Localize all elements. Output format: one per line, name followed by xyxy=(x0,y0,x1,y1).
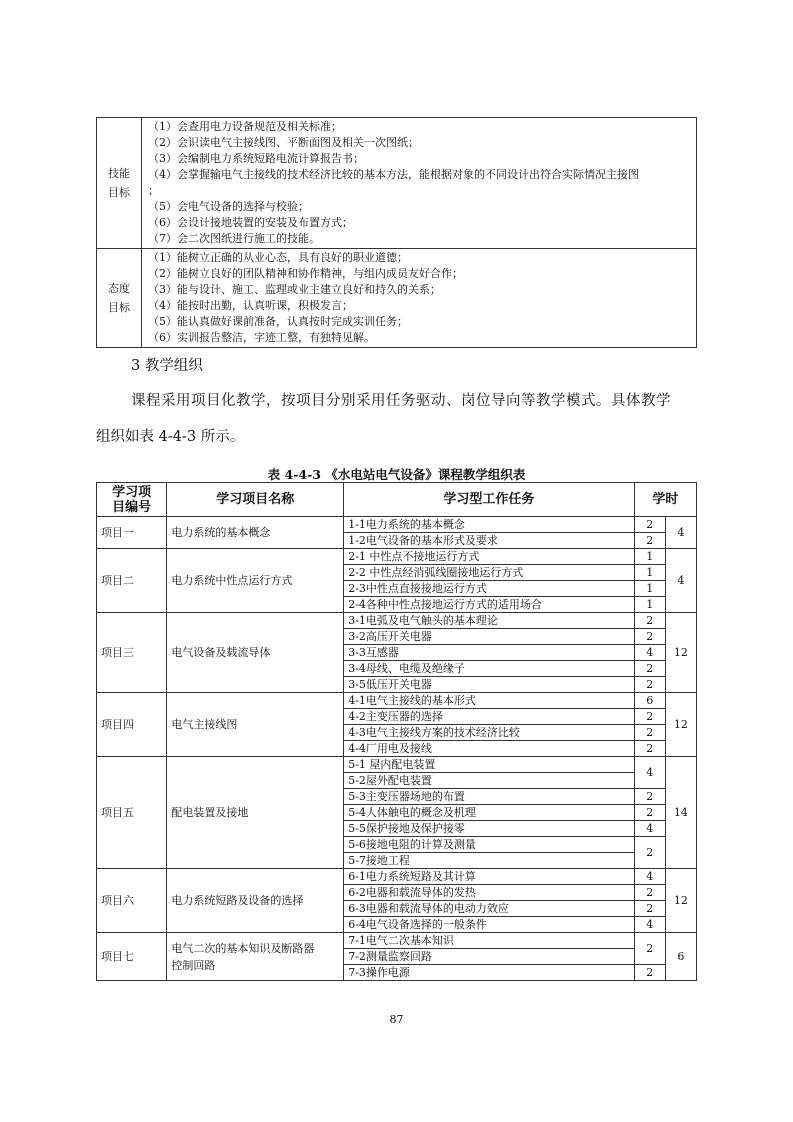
task-cell: 4-4厂用电及接线 xyxy=(344,741,634,757)
task-cell: 2-2 中性点经消弧线圈接地运行方式 xyxy=(344,565,634,581)
task-hours: 2 xyxy=(634,901,665,917)
project-id: 项目六 xyxy=(97,869,167,933)
task-cell: 6-4电气设备选择的一般条件 xyxy=(344,917,634,933)
task-hours: 4 xyxy=(634,869,665,885)
page-number: 87 xyxy=(389,1013,404,1026)
goal-item: （6）实训报告整洁，字迹工整，有独特见解。 xyxy=(148,331,375,344)
project-total-hours: 14 xyxy=(665,757,696,869)
task-hours: 6 xyxy=(634,693,665,709)
goal-label-skill: 技能 目标 xyxy=(97,118,142,249)
task-cell: 5-4人体触电的概念及机理 xyxy=(344,805,634,821)
task-hours: 2 xyxy=(634,725,665,741)
header-task: 学习型工作任务 xyxy=(344,483,634,517)
task-hours: 4 xyxy=(634,757,665,789)
task-hours: 2 xyxy=(634,533,665,549)
task-hours: 1 xyxy=(634,549,665,565)
task-cell: 5-7接地工程 xyxy=(344,853,634,869)
goal-items-attitude xyxy=(142,249,697,348)
goal-item: （2）会识读电气主接线图、平断面图及相关一次图纸； xyxy=(148,136,419,149)
task-hours: 2 xyxy=(634,741,665,757)
task-cell: 3-4母线、电缆及绝缘子 xyxy=(344,661,634,677)
goal-item: （3）会编制电力系统短路电流计算报告书； xyxy=(148,152,364,165)
goal-item: （1）会查用电力设备规范及相关标准； xyxy=(148,120,342,133)
project-total-hours: 4 xyxy=(665,549,696,613)
task-hours: 4 xyxy=(634,821,665,837)
project-total-hours: 12 xyxy=(665,693,696,757)
table-header-row xyxy=(97,483,697,517)
task-cell: 7-3操作电源 xyxy=(344,965,634,981)
section-paragraph-line1: 课程采用项目化教学，按项目分别采用任务驱动、岗位导向等教学模式。具体教学 xyxy=(131,393,671,409)
goal-item: （1）能树立正确的从业心态，具有良好的职业道德； xyxy=(148,251,408,264)
project-name: 配电装置及接地 xyxy=(167,757,344,869)
task-hours: 2 xyxy=(634,613,665,629)
project-total-hours: 12 xyxy=(665,613,696,693)
project-name: 电气设备及载流导体 xyxy=(167,613,344,693)
task-cell: 4-2主变压器的选择 xyxy=(344,709,634,725)
goal-item: （7）会二次图纸进行施工的技能。 xyxy=(148,232,320,245)
goal-item: （5）能认真做好课前准备，认真按时完成实训任务； xyxy=(148,315,408,328)
project-id: 项目三 xyxy=(97,613,167,693)
task-hours: 2 xyxy=(634,789,665,805)
task-hours: 1 xyxy=(634,565,665,581)
project-name: 电力系统中性点运行方式 xyxy=(167,549,344,613)
section-paragraph-line2: 组织如表 4-4-3 所示。 xyxy=(96,429,245,445)
task-hours: 2 xyxy=(634,661,665,677)
table-row xyxy=(97,613,697,629)
task-hours: 1 xyxy=(634,597,665,613)
task-cell: 5-1 屋内配电装置 xyxy=(344,757,634,773)
table-row xyxy=(97,869,697,885)
task-cell: 6-1电力系统短路及其计算 xyxy=(344,869,634,885)
task-hours: 4 xyxy=(634,645,665,661)
task-cell: 3-1电弧及电气触头的基本理论 xyxy=(344,613,634,629)
project-total-hours: 6 xyxy=(665,933,696,981)
task-cell: 5-3主变压器场地的布置 xyxy=(344,789,634,805)
table-row xyxy=(97,693,697,709)
task-cell: 3-3互感器 xyxy=(344,645,634,661)
goal-items-skill xyxy=(142,118,697,249)
table-caption: 表 4-4-3 《水电站电气设备》课程教学组织表 xyxy=(267,467,526,482)
task-hours: 2 xyxy=(634,837,665,869)
task-hours: 2 xyxy=(634,933,665,965)
goal-item: （2）能树立良好的团队精神和协作精神，与组内成员友好合作； xyxy=(148,267,463,280)
task-cell: 3-2高压开关电器 xyxy=(344,629,634,645)
task-hours: 1 xyxy=(634,581,665,597)
task-cell: 2-4各种中性点接地运行方式的适用场合 xyxy=(344,597,634,613)
course-organization-table xyxy=(96,482,697,981)
table-row xyxy=(97,517,697,533)
task-cell: 1-1电力系统的基本概念 xyxy=(344,517,634,533)
section-heading: 3 教学组织 xyxy=(131,358,203,374)
task-hours: 2 xyxy=(634,709,665,725)
goal-item: （6）会设计接地装置的安装及布置方式； xyxy=(148,216,353,229)
task-hours: 2 xyxy=(634,885,665,901)
project-id: 项目七 xyxy=(97,933,167,981)
table-row xyxy=(97,757,697,773)
task-cell: 5-2屋外配电装置 xyxy=(344,773,634,789)
task-cell: 5-5保护接地及保护接零 xyxy=(344,821,634,837)
task-cell: 3-5低压开关电器 xyxy=(344,677,634,693)
table-row xyxy=(97,933,697,949)
project-total-hours: 4 xyxy=(665,517,696,549)
task-cell: 4-3电气主接线方案的技术经济比较 xyxy=(344,725,634,741)
project-name: 电力系统短路及设备的选择 xyxy=(167,869,344,933)
header-project-number: 学习项 目编号 xyxy=(97,483,167,517)
goals-table xyxy=(96,117,697,348)
project-id: 项目一 xyxy=(97,517,167,549)
task-hours: 2 xyxy=(634,629,665,645)
project-id: 项目二 xyxy=(97,549,167,613)
task-hours: 2 xyxy=(634,677,665,693)
project-id: 项目五 xyxy=(97,757,167,869)
project-total-hours: 12 xyxy=(665,869,696,933)
task-cell: 7-1电气二次基本知识 xyxy=(344,933,634,949)
goals-row-skill xyxy=(97,118,697,249)
goal-item: （3）能与设计、施工、监理或业主建立良好和持久的关系； xyxy=(148,283,441,296)
project-name: 电气二次的基本知识及断路器 控制回路 xyxy=(167,933,344,981)
task-hours: 2 xyxy=(634,805,665,821)
project-id: 项目四 xyxy=(97,693,167,757)
task-cell: 2-3中性点直接接地运行方式 xyxy=(344,581,634,597)
goal-item: （4）能按时出勤，认真听课，积极发言； xyxy=(148,299,353,312)
task-cell: 7-2测量监察回路 xyxy=(344,949,634,965)
header-project-name: 学习项目名称 xyxy=(167,483,344,517)
goal-label-attitude: 态度 目标 xyxy=(97,249,142,348)
goal-item: ； xyxy=(148,184,159,197)
header-hours: 学时 xyxy=(634,483,696,517)
task-cell: 2-1 中性点不接地运行方式 xyxy=(344,549,634,565)
project-name: 电力系统的基本概念 xyxy=(167,517,344,549)
table-row xyxy=(97,549,697,565)
project-name: 电气主接线图 xyxy=(167,693,344,757)
goal-item: （4）会掌握输电气主接线的技术经济比较的基本方法，能根据对象的不同设计出符合实际情况主接图 xyxy=(148,168,639,181)
task-hours: 4 xyxy=(634,917,665,933)
task-cell: 6-3电器和载流导体的电动力效应 xyxy=(344,901,634,917)
task-hours: 2 xyxy=(634,517,665,533)
task-cell: 4-1电气主接线的基本形式 xyxy=(344,693,634,709)
task-hours: 2 xyxy=(634,965,665,981)
task-cell: 5-6接地电阻的计算及测量 xyxy=(344,837,634,853)
task-cell: 1-2电气设备的基本形式及要求 xyxy=(344,533,634,549)
goals-row-attitude xyxy=(97,249,697,348)
goal-item: （5）会电气设备的选择与校验； xyxy=(148,200,309,213)
task-cell: 6-2电器和载流导体的发热 xyxy=(344,885,634,901)
